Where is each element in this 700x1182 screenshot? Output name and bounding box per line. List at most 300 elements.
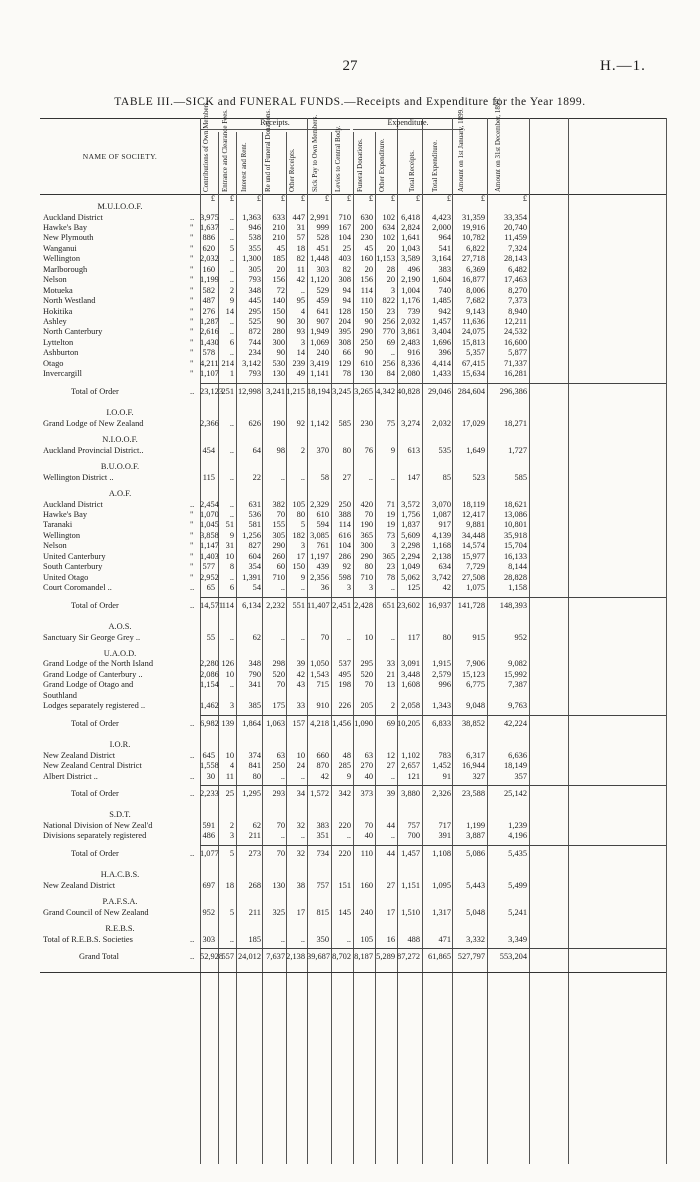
society-name: Southland [43, 690, 77, 700]
table-row [40, 531, 666, 542]
ditto-mark: .. [190, 583, 195, 593]
cell-value: .. [229, 254, 234, 264]
cell-value: 1,107 [200, 369, 219, 379]
currency-symbol: £ [390, 194, 395, 203]
cell-value: 999 [316, 222, 329, 232]
currency-symbol: £ [415, 194, 420, 203]
cell-value: 9,048 [466, 701, 485, 711]
cell-value: 2,483 [401, 337, 420, 347]
ditto-mark: " [190, 541, 194, 551]
cell-value: 16,877 [461, 275, 485, 285]
cell-value: 761 [316, 541, 329, 551]
cell-value: 1,433 [432, 369, 451, 379]
cell-value: 396 [438, 348, 451, 358]
table-row [40, 223, 666, 234]
cell-value: 1,154 [200, 680, 219, 690]
cell-value: .. [280, 771, 285, 781]
cell-value: 2,294 [401, 551, 420, 561]
cell-value: 6,369 [466, 264, 485, 274]
cell-value: 230 [360, 233, 373, 243]
cell-value: 2,824 [401, 222, 420, 232]
cell-value: 295 [360, 659, 373, 669]
cell-value: 14,571 [200, 600, 224, 610]
cell-value: .. [229, 934, 234, 944]
cell-value: .. [229, 632, 234, 642]
cell-value: 1,215 [286, 386, 305, 396]
cell-value: 90 [276, 348, 285, 358]
ditto-mark: .. [190, 952, 195, 962]
cell-value: 22 [252, 472, 261, 482]
cell-value: 486 [202, 831, 215, 841]
cell-value: 620 [202, 243, 215, 253]
cell-value: 1,756 [401, 509, 420, 519]
society-name: Wanganui [43, 243, 77, 253]
cell-value: 3,245 [332, 386, 351, 396]
society-name: Lodges separately registered .. [43, 701, 146, 711]
cell-value: 175 [272, 701, 285, 711]
ditto-mark: " [190, 369, 194, 379]
cell-value: 946 [248, 222, 261, 232]
cell-value: 129 [338, 358, 351, 368]
cell-value: 185 [248, 934, 261, 944]
table-row [40, 419, 666, 430]
cell-value: 523 [472, 472, 485, 482]
cell-value: 2 [390, 701, 395, 711]
cell-value: 12,211 [504, 317, 527, 326]
cell-value: 24,075 [461, 327, 485, 337]
cell-value: 139 [221, 718, 234, 728]
cell-value: 739 [407, 306, 420, 316]
cell-value: 535 [438, 445, 451, 455]
column-header: Levies to Central Body. [334, 125, 342, 192]
column-header: Re und of Funeral Donations. [264, 108, 272, 192]
table-row [40, 369, 666, 380]
cell-value: 128 [338, 306, 351, 316]
cell-value: 18,194 [307, 386, 331, 396]
cell-value: 141,728 [457, 600, 485, 610]
cell-value: 1,142 [310, 418, 329, 428]
cell-value: 94 [342, 296, 351, 306]
grand-total-row [40, 952, 666, 963]
cell-value: 3 [390, 285, 395, 295]
cell-value: 260 [272, 551, 285, 561]
cell-value: 717 [438, 820, 451, 830]
cell-value: 285 [338, 761, 351, 771]
cell-value: 815 [316, 907, 329, 917]
cell-value: 3,070 [432, 499, 451, 509]
cell-value: 76 [364, 445, 373, 455]
cell-value: 24,532 [503, 327, 527, 337]
cell-value: 1,837 [401, 520, 420, 530]
cell-value: 604 [248, 551, 261, 561]
cell-value: 10 [364, 632, 373, 642]
cell-value: 3 [300, 337, 305, 347]
cell-value: 270 [360, 761, 373, 771]
cell-value: 355 [248, 243, 261, 253]
cell-value: 3,091 [401, 659, 420, 669]
society-name: Grand Lodge of Otago and [43, 680, 134, 690]
cell-value: 80 [252, 771, 261, 781]
cell-value: 697 [202, 880, 215, 890]
cell-value: 98 [276, 445, 285, 455]
cell-value: 115 [202, 472, 215, 482]
cell-value: 2,356 [310, 572, 329, 582]
cell-value: 18 [296, 243, 305, 253]
leader-dots: .. [190, 848, 195, 858]
cell-value: 1,087 [432, 509, 451, 519]
cell-value: 2,366 [200, 418, 219, 428]
cell-value: 20 [276, 264, 285, 274]
cell-value: 20,740 [503, 222, 527, 232]
cell-value: 3,448 [401, 669, 420, 679]
cell-value: 5,443 [466, 880, 485, 890]
cell-value: 870 [316, 761, 329, 771]
cell-value: 3 [229, 831, 234, 841]
cell-value: 30 [206, 771, 215, 781]
cell-value: 17 [296, 907, 305, 917]
cell-value: 388 [338, 509, 351, 519]
cell-value: 5,499 [508, 880, 527, 890]
section-heading: A.O.S. [108, 622, 132, 631]
cell-value: 9,082 [508, 659, 527, 669]
cell-value: 1,070 [200, 509, 219, 519]
cell-value: 71,337 [503, 358, 527, 368]
cell-value: 1,543 [310, 669, 329, 679]
ditto-mark: " [190, 509, 194, 519]
cell-value: 16,600 [503, 337, 527, 347]
cell-value: 16,937 [427, 600, 451, 610]
cell-value: 1,430 [200, 337, 219, 347]
cell-value: 1,317 [432, 907, 451, 917]
cell-value: 6,482 [508, 264, 527, 274]
cell-value: 348 [248, 285, 261, 295]
cell-value: 2,138 [286, 952, 305, 962]
document-reference: H.—1. [600, 58, 646, 74]
cell-value: 952 [514, 632, 527, 642]
ditto-mark: " [190, 275, 194, 285]
cell-value: .. [280, 934, 285, 944]
cell-value: 80 [364, 562, 373, 572]
cell-value: .. [280, 632, 285, 642]
cell-value: 385 [248, 701, 261, 711]
cell-value: 357 [514, 771, 527, 781]
cell-value: 630 [360, 212, 373, 222]
cell-value: 1,176 [401, 296, 420, 306]
cell-value: 16,944 [461, 761, 485, 771]
cell-value: 70 [364, 509, 373, 519]
cell-value: 351 [316, 831, 329, 841]
table-row [40, 881, 666, 892]
table-row [40, 935, 666, 946]
ditto-mark: " [190, 317, 194, 326]
cell-value: .. [229, 680, 234, 690]
cell-value: 790 [248, 669, 261, 679]
cell-value: 295 [248, 306, 261, 316]
cell-value: 211 [248, 831, 261, 841]
cell-value: 38 [296, 880, 305, 890]
cell-value: 7,906 [466, 659, 485, 669]
column-header: Entrance and Clearance Fees. [221, 109, 229, 192]
cell-value: 70 [320, 632, 329, 642]
table-row [40, 583, 666, 594]
cell-value: 66 [342, 348, 351, 358]
cell-value: 6,134 [242, 600, 261, 610]
cell-value: 308 [338, 275, 351, 285]
cell-value: 300 [360, 541, 373, 551]
society-name: Lyttelton [43, 337, 74, 347]
table-row [40, 510, 666, 521]
currency-symbol: £ [229, 194, 234, 203]
cell-value: 1,199 [466, 820, 485, 830]
cell-value: 641 [316, 306, 329, 316]
cell-value: 7,387 [508, 680, 527, 690]
cell-value: 9 [390, 445, 395, 455]
cell-value: 28,143 [503, 254, 527, 264]
table-row [40, 751, 666, 762]
cell-value: 12,417 [461, 509, 485, 519]
cell-value: 391 [438, 831, 451, 841]
table-row [40, 691, 666, 702]
cell-value: .. [300, 285, 305, 295]
cell-value: 10,801 [503, 520, 527, 530]
cell-value: 6 [229, 337, 234, 347]
cell-value: 9,881 [466, 520, 485, 530]
society-name: Hawke's Bay [43, 222, 88, 232]
cell-value: .. [280, 831, 285, 841]
column-header: Total Receipts. [408, 150, 416, 192]
cell-value: 4 [300, 306, 305, 316]
total-row [40, 601, 666, 612]
cell-value: 342 [338, 789, 351, 798]
cell-value: .. [300, 583, 305, 593]
cell-value: 27 [342, 472, 351, 482]
cell-value: 63 [364, 750, 373, 760]
cell-value: 1,448 [310, 254, 329, 264]
cell-value: 2 [229, 820, 234, 830]
currency-symbol: £ [300, 194, 305, 203]
cell-value: .. [390, 632, 395, 642]
cell-value: 496 [407, 264, 420, 274]
cell-value: 33 [386, 659, 395, 669]
cell-value: 9,143 [466, 306, 485, 316]
cell-value: 45 [276, 243, 285, 253]
cell-value: 5 [300, 520, 305, 530]
cell-value: 104 [338, 541, 351, 551]
cell-value: 1,239 [508, 820, 527, 830]
cell-value: 210 [272, 222, 285, 232]
cell-value: 10 [296, 750, 305, 760]
cell-value: 190 [360, 520, 373, 530]
table-row [40, 307, 666, 318]
cell-value: 32 [296, 848, 305, 858]
cell-value: 3,880 [401, 789, 420, 798]
cell-value: 1,295 [242, 789, 261, 798]
cell-value: 251 [221, 386, 234, 396]
cell-value: 17 [296, 551, 305, 561]
cell-value: 73 [386, 530, 395, 540]
ditto-mark: .. [190, 934, 195, 944]
cell-value: 39 [296, 659, 305, 669]
expenditure-group-header: Expenditure. [387, 118, 429, 127]
cell-value: 80 [296, 509, 305, 519]
cell-value: 1,158 [508, 583, 527, 593]
cell-value: 17,029 [461, 418, 485, 428]
cell-value: 151 [338, 880, 351, 890]
ditto-mark: " [190, 358, 194, 368]
cell-value: 147 [407, 472, 420, 482]
cell-value: 3,265 [354, 386, 373, 396]
cell-value: 293 [272, 789, 285, 798]
cell-value: 18,149 [503, 761, 527, 771]
cell-value: 72 [276, 285, 285, 295]
cell-value: 325 [272, 907, 285, 917]
cell-value: 578 [202, 348, 215, 358]
cell-value: 525 [248, 317, 261, 326]
cell-value: 4,342 [376, 386, 395, 396]
cell-value: 9 [346, 771, 351, 781]
cell-value: 734 [316, 848, 329, 858]
cell-value: 1,604 [432, 275, 451, 285]
cell-value: 11,407 [307, 600, 330, 610]
cell-value: 4,423 [432, 212, 451, 222]
total-row [40, 789, 666, 800]
section-heading: U.A.O.D. [103, 648, 137, 658]
cell-value: 872 [248, 327, 261, 337]
cell-value: 105 [360, 934, 373, 944]
expenditure-group-rule [353, 129, 463, 130]
cell-value: 23,588 [461, 789, 485, 798]
cell-value: 198 [338, 680, 351, 690]
cell-value: 62 [252, 820, 261, 830]
cell-value: 17,463 [503, 275, 527, 285]
cell-value: 31,359 [461, 212, 485, 222]
cell-value: .. [229, 572, 234, 582]
ditto-mark: .. [190, 212, 195, 222]
cell-value: 268 [248, 880, 261, 890]
total-rule [200, 785, 666, 786]
cell-value: 33,354 [503, 212, 527, 222]
cell-value: 551 [292, 600, 305, 610]
column-header: Contributions of Own Members. [202, 100, 210, 192]
cell-value: 1,141 [310, 369, 329, 379]
cell-value: 1,300 [242, 254, 261, 264]
society-name: Ashley [43, 317, 67, 326]
cell-value: 610 [360, 358, 373, 368]
cell-value: 102 [382, 233, 395, 243]
cell-value: 1,168 [432, 541, 451, 551]
cell-value: 3 [300, 541, 305, 551]
table-row [40, 338, 666, 349]
cell-value: 447 [292, 212, 305, 222]
table-row [40, 327, 666, 338]
cell-value: 70 [364, 680, 373, 690]
cell-value: 67,415 [461, 358, 485, 368]
ditto-mark: " [190, 222, 194, 232]
table-row [40, 317, 666, 328]
cell-value: 598 [338, 572, 351, 582]
cell-value: 585 [514, 472, 527, 482]
cell-value: 528 [316, 233, 329, 243]
cell-value: 1,558 [200, 761, 219, 771]
cell-value: 1,456 [332, 718, 351, 728]
cell-value: 2,138 [432, 551, 451, 561]
cell-value: 10,782 [461, 233, 485, 243]
cell-value: 31 [225, 541, 234, 551]
cell-value: 373 [360, 789, 373, 798]
society-name: Nelson [43, 275, 67, 285]
currency-symbol: £ [480, 194, 485, 203]
cell-value: 296,386 [499, 386, 527, 396]
cell-value: 148,393 [499, 600, 527, 610]
cell-value: .. [229, 472, 234, 482]
cell-value: 40 [364, 771, 373, 781]
cell-value: 145 [338, 907, 351, 917]
cell-value: 16,133 [503, 551, 527, 561]
cell-value: 27 [386, 880, 395, 890]
cell-value: 286 [338, 551, 351, 561]
cell-value: 1,050 [310, 659, 329, 669]
cell-value: 2,428 [354, 600, 373, 610]
cell-value: 45 [364, 243, 373, 253]
cell-value: 383 [438, 264, 451, 274]
society-name: Grand Council of New Zealand [43, 907, 149, 917]
cell-value: 16,281 [503, 369, 527, 379]
table-row [40, 761, 666, 772]
cell-value: 250 [360, 337, 373, 347]
table-row [40, 500, 666, 511]
cell-value: 234 [248, 348, 261, 358]
cell-value: 907 [316, 317, 329, 326]
cell-value: 15,123 [461, 669, 485, 679]
cell-value: .. [229, 327, 234, 337]
cell-value: 305 [272, 530, 285, 540]
cell-value: 43 [296, 680, 305, 690]
cell-value: 1,049 [401, 562, 420, 572]
section-heading: M.U.I.O.O.F. [97, 202, 143, 211]
cell-value: .. [229, 445, 234, 455]
cell-value: 634 [438, 562, 451, 572]
cell-value: 11 [296, 264, 305, 274]
cell-value: 1,077 [200, 848, 219, 858]
cell-value: 23,123 [200, 386, 224, 396]
cell-value: .. [300, 472, 305, 482]
cell-value: 471 [438, 934, 451, 944]
cell-value: 51 [225, 520, 234, 530]
cell-value: 3,861 [401, 327, 420, 337]
society-name: Wellington [43, 254, 81, 264]
cell-value: 527,797 [457, 952, 485, 962]
ditto-mark: " [190, 562, 194, 572]
cell-value: 25,142 [503, 789, 527, 798]
society-name: Grand Lodge of the North Island [43, 659, 154, 669]
table-row [40, 473, 666, 484]
table-title: TABLE III.—SICK and FUNERAL FUNDS.—Receipts and Expenditure for the Year 1899. [114, 96, 586, 108]
cell-value: 167 [338, 222, 351, 232]
society-name: Court Coromandel .. [43, 583, 112, 593]
cell-value: 916 [407, 348, 420, 358]
cell-value: 10,205 [397, 718, 421, 728]
cell-value: 7,682 [466, 296, 485, 306]
cell-value: 616 [338, 530, 351, 540]
table-row [40, 520, 666, 531]
cell-value: 10 [225, 669, 234, 679]
ditto-mark: " [190, 337, 194, 347]
currency-symbol: £ [346, 194, 351, 203]
cell-value: 29,046 [427, 386, 451, 396]
cell-value: 529 [316, 285, 329, 295]
section-heading: I.O.R. [109, 740, 131, 750]
cell-value: 92 [342, 562, 351, 572]
